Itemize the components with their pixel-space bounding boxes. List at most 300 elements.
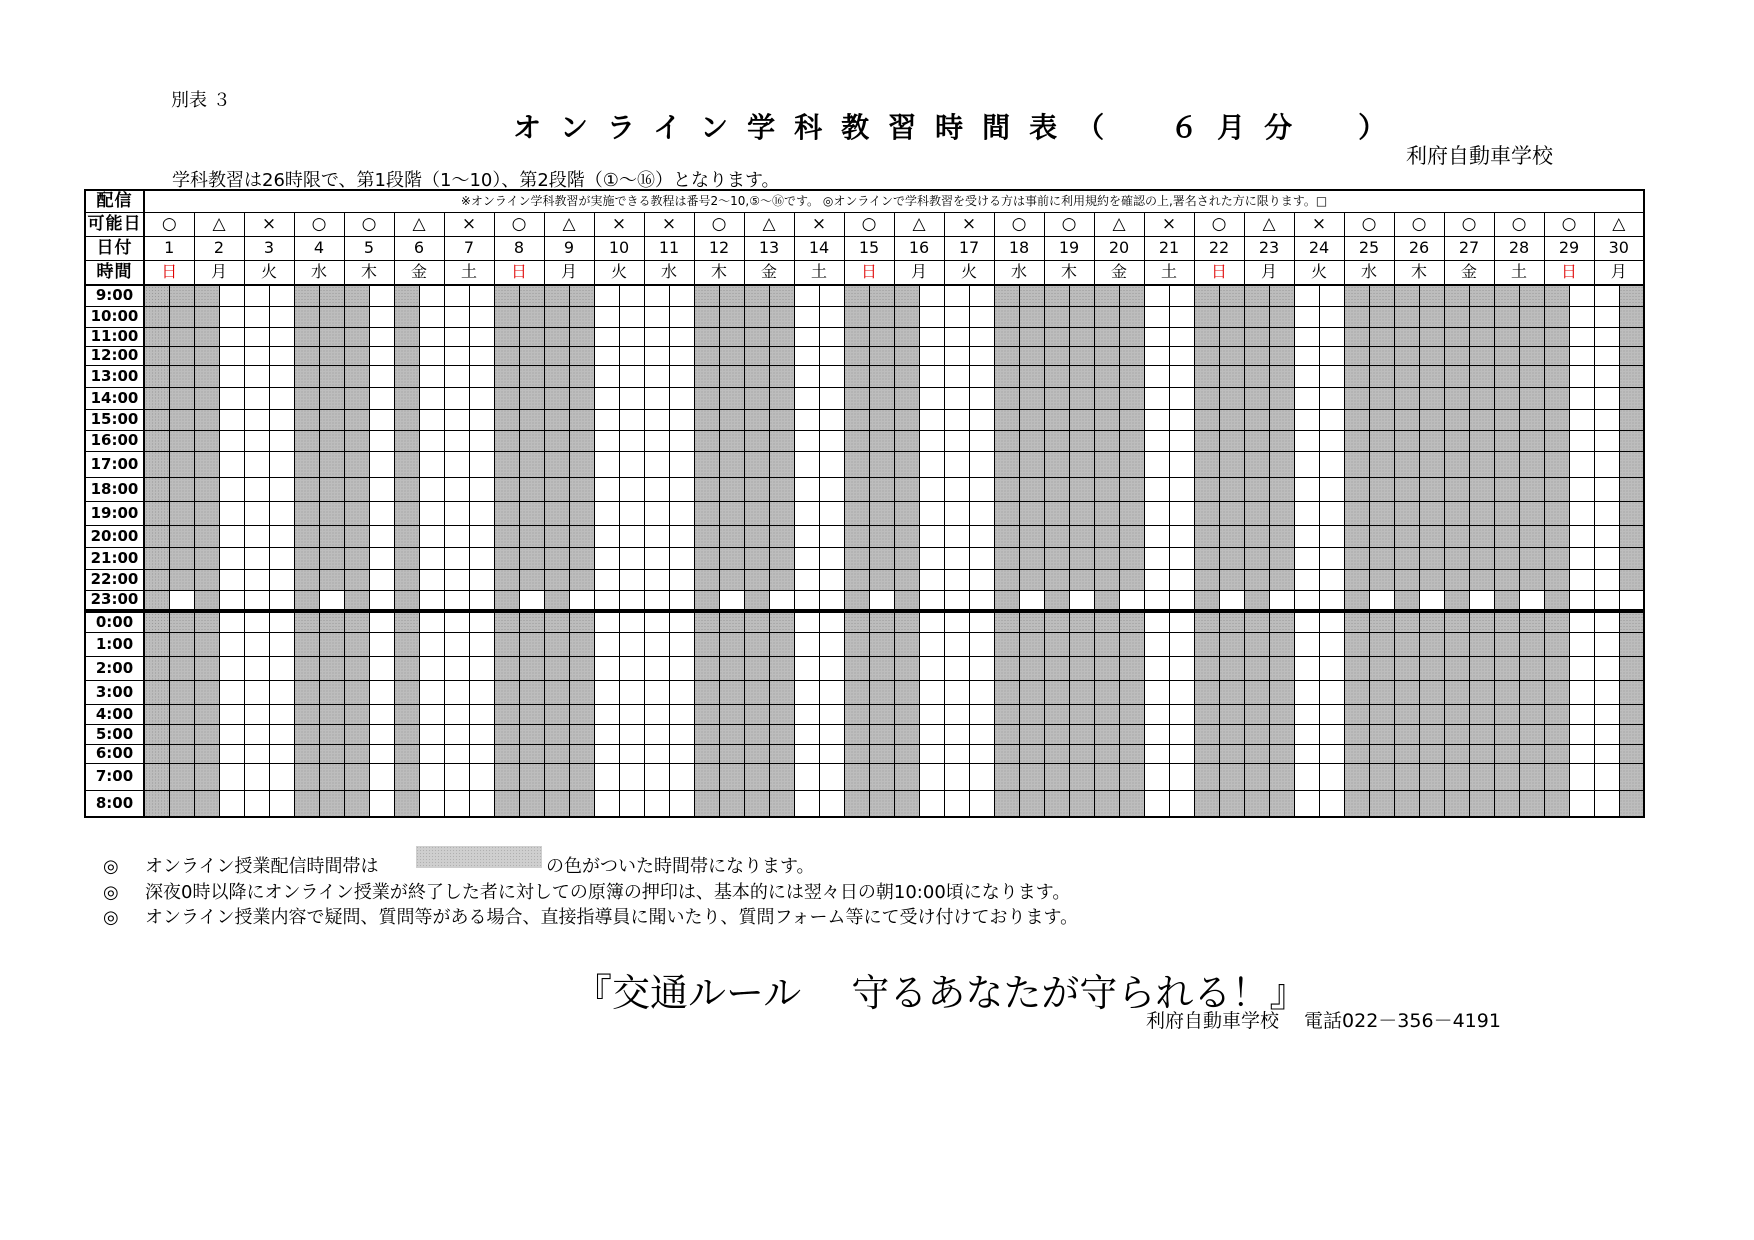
availability-mark: × xyxy=(244,212,294,236)
slot-cell xyxy=(869,724,894,744)
slot-cell xyxy=(1169,501,1194,525)
slot-cell xyxy=(319,590,344,611)
slot-cell xyxy=(744,744,769,763)
slot-cell xyxy=(519,285,544,306)
slot-cell xyxy=(294,477,319,501)
slot-cell xyxy=(344,525,369,547)
slot-cell xyxy=(1469,346,1494,365)
slot-cell xyxy=(144,569,169,590)
slot-cell xyxy=(844,569,869,590)
schedule-table xyxy=(84,189,1645,818)
weekday-cell: 土 xyxy=(444,260,494,285)
slot-cell xyxy=(469,547,494,569)
slot-cell xyxy=(369,790,394,817)
slot-cell xyxy=(544,547,569,569)
slot-cell xyxy=(919,704,944,724)
slot-cell xyxy=(969,590,994,611)
slot-cell xyxy=(294,656,319,680)
slot-cell xyxy=(1469,763,1494,790)
slot-cell xyxy=(1544,285,1569,306)
slot-cell xyxy=(894,547,919,569)
slot-cell xyxy=(144,525,169,547)
slot-cell xyxy=(669,409,694,430)
slot-cell xyxy=(794,346,819,365)
slot-cell xyxy=(719,724,744,744)
slot-cell xyxy=(469,680,494,704)
time-row xyxy=(85,387,1644,409)
slot-cell xyxy=(1569,744,1594,763)
slot-cell xyxy=(294,590,319,611)
slot-cell xyxy=(1494,611,1519,632)
slot-cell xyxy=(244,569,269,590)
slot-cell xyxy=(669,525,694,547)
slot-cell xyxy=(669,590,694,611)
slot-cell xyxy=(1269,451,1294,477)
slot-cell xyxy=(1194,611,1219,632)
slot-cell xyxy=(869,409,894,430)
time-label: 22:00 xyxy=(85,569,144,590)
slot-cell xyxy=(144,632,169,656)
slot-cell xyxy=(319,547,344,569)
slot-cell xyxy=(419,569,444,590)
slot-cell xyxy=(1319,451,1344,477)
slot-cell xyxy=(944,365,969,387)
slot-cell xyxy=(1219,346,1244,365)
slot-cell xyxy=(619,724,644,744)
slot-cell xyxy=(1494,306,1519,327)
slot-cell xyxy=(1344,365,1369,387)
slot-cell xyxy=(1369,569,1394,590)
slot-cell xyxy=(1294,327,1319,346)
slot-cell xyxy=(1344,285,1369,306)
slot-cell xyxy=(1169,790,1194,817)
slot-cell xyxy=(394,569,419,590)
slot-cell xyxy=(1619,327,1644,346)
slot-cell xyxy=(844,477,869,501)
slot-cell xyxy=(319,569,344,590)
slot-cell xyxy=(1069,656,1094,680)
slot-cell xyxy=(594,430,619,451)
slot-cell xyxy=(1619,501,1644,525)
slot-cell xyxy=(1444,501,1469,525)
slot-cell xyxy=(819,346,844,365)
date-cell: 5 xyxy=(344,236,394,260)
slot-cell xyxy=(344,724,369,744)
slot-cell xyxy=(1044,525,1069,547)
slot-cell xyxy=(1469,387,1494,409)
weekday-cell: 火 xyxy=(1294,260,1344,285)
slot-cell xyxy=(819,409,844,430)
slot-cell xyxy=(544,744,569,763)
slot-cell xyxy=(1269,744,1294,763)
slot-cell xyxy=(969,790,994,817)
slot-cell xyxy=(1094,790,1119,817)
slot-cell xyxy=(1394,365,1419,387)
slot-cell xyxy=(819,501,844,525)
weekday-cell: 月 xyxy=(894,260,944,285)
slot-cell xyxy=(1144,387,1169,409)
slot-cell xyxy=(794,790,819,817)
slot-cell xyxy=(819,285,844,306)
slot-cell xyxy=(1344,680,1369,704)
slot-cell xyxy=(794,632,819,656)
slot-cell xyxy=(919,790,944,817)
slot-cell xyxy=(1394,611,1419,632)
slot-cell xyxy=(1169,744,1194,763)
slot-cell xyxy=(1594,409,1619,430)
slot-cell xyxy=(919,430,944,451)
slot-cell xyxy=(844,501,869,525)
slot-cell xyxy=(644,525,669,547)
slot-cell xyxy=(444,590,469,611)
slot-cell xyxy=(544,346,569,365)
slot-cell xyxy=(944,632,969,656)
slot-cell xyxy=(319,346,344,365)
slot-cell xyxy=(819,632,844,656)
slot-cell xyxy=(394,590,419,611)
slot-cell xyxy=(694,285,719,306)
availability-mark: × xyxy=(944,212,994,236)
slot-cell xyxy=(1094,704,1119,724)
slot-cell xyxy=(194,285,219,306)
slot-cell xyxy=(269,724,294,744)
slot-cell xyxy=(1519,590,1544,611)
slot-cell xyxy=(1569,763,1594,790)
slot-cell xyxy=(1394,327,1419,346)
slot-cell xyxy=(994,451,1019,477)
slot-cell xyxy=(1469,632,1494,656)
slot-cell xyxy=(1319,632,1344,656)
slot-cell xyxy=(419,680,444,704)
slot-cell xyxy=(719,346,744,365)
legend-text-before: オンライン授業配信時間帯は xyxy=(145,856,379,877)
slot-cell xyxy=(1194,430,1219,451)
slot-cell xyxy=(244,430,269,451)
slot-cell xyxy=(644,680,669,704)
slot-cell xyxy=(269,409,294,430)
slot-cell xyxy=(1494,327,1519,346)
slot-cell xyxy=(519,590,544,611)
slot-cell xyxy=(994,285,1019,306)
slot-cell xyxy=(1269,306,1294,327)
slot-cell xyxy=(1544,430,1569,451)
slot-cell xyxy=(894,704,919,724)
slot-cell xyxy=(1244,451,1269,477)
slot-cell xyxy=(1544,477,1569,501)
slot-cell xyxy=(494,680,519,704)
slot-cell xyxy=(1519,430,1544,451)
slot-cell xyxy=(594,547,619,569)
slot-cell xyxy=(544,430,569,451)
slot-cell xyxy=(694,501,719,525)
slot-cell xyxy=(294,763,319,790)
slot-cell xyxy=(1244,632,1269,656)
slot-cell xyxy=(969,346,994,365)
availability-mark: × xyxy=(594,212,644,236)
slot-cell xyxy=(194,790,219,817)
slot-cell xyxy=(1369,547,1394,569)
slot-cell xyxy=(1219,409,1244,430)
slot-cell xyxy=(1369,327,1394,346)
slot-cell xyxy=(344,365,369,387)
slot-cell xyxy=(894,680,919,704)
slot-cell xyxy=(369,409,394,430)
slot-cell xyxy=(744,656,769,680)
slot-cell xyxy=(769,704,794,724)
weekday-cell: 火 xyxy=(594,260,644,285)
slot-cell xyxy=(894,611,919,632)
slot-cell xyxy=(1544,680,1569,704)
slot-cell xyxy=(594,387,619,409)
slot-cell xyxy=(1544,569,1569,590)
slot-cell xyxy=(694,409,719,430)
slot-cell xyxy=(1044,430,1069,451)
weekday-cell: 日 xyxy=(1544,260,1594,285)
slot-cell xyxy=(1394,632,1419,656)
slot-cell xyxy=(1594,451,1619,477)
slot-cell xyxy=(244,680,269,704)
slot-cell xyxy=(944,611,969,632)
slot-cell xyxy=(544,306,569,327)
slot-cell xyxy=(569,346,594,365)
slot-cell xyxy=(1294,569,1319,590)
slot-cell xyxy=(269,590,294,611)
slot-cell xyxy=(969,611,994,632)
slot-cell xyxy=(1319,346,1344,365)
slot-cell xyxy=(1019,632,1044,656)
slot-cell xyxy=(819,327,844,346)
slot-cell xyxy=(1569,790,1594,817)
slot-cell xyxy=(694,477,719,501)
slot-cell xyxy=(1594,704,1619,724)
slot-cell xyxy=(1419,285,1444,306)
slot-cell xyxy=(619,547,644,569)
slot-cell xyxy=(1519,365,1544,387)
slot-cell xyxy=(244,501,269,525)
slot-cell xyxy=(1044,365,1069,387)
slot-cell xyxy=(1044,656,1069,680)
slot-cell xyxy=(969,327,994,346)
time-row xyxy=(85,656,1644,680)
slot-cell xyxy=(1569,656,1594,680)
slot-cell xyxy=(719,744,744,763)
slot-cell xyxy=(944,590,969,611)
slot-cell xyxy=(519,409,544,430)
slot-cell xyxy=(1219,763,1244,790)
slot-cell xyxy=(1344,632,1369,656)
slot-cell xyxy=(719,704,744,724)
slot-cell xyxy=(894,501,919,525)
slot-cell xyxy=(994,744,1019,763)
slot-cell xyxy=(1469,680,1494,704)
slot-cell xyxy=(344,763,369,790)
date-cell: 12 xyxy=(694,236,744,260)
weekday-cell: 月 xyxy=(1244,260,1294,285)
slot-cell xyxy=(244,611,269,632)
slot-cell xyxy=(369,744,394,763)
slot-cell xyxy=(1444,477,1469,501)
slot-cell xyxy=(1169,704,1194,724)
slot-cell xyxy=(1344,790,1369,817)
availability-mark: ○ xyxy=(1544,212,1594,236)
slot-cell xyxy=(1619,569,1644,590)
slot-cell xyxy=(1119,569,1144,590)
slot-cell xyxy=(144,790,169,817)
slot-cell xyxy=(1569,409,1594,430)
slot-cell xyxy=(1444,744,1469,763)
slot-cell xyxy=(1519,680,1544,704)
slot-cell xyxy=(1569,590,1594,611)
slot-cell xyxy=(469,285,494,306)
slot-cell xyxy=(544,525,569,547)
slot-cell xyxy=(1019,451,1044,477)
slot-cell xyxy=(994,611,1019,632)
slot-cell xyxy=(419,704,444,724)
slot-cell xyxy=(1294,704,1319,724)
slot-cell xyxy=(394,306,419,327)
slot-cell xyxy=(1069,451,1094,477)
slot-cell xyxy=(444,724,469,744)
slot-cell xyxy=(444,704,469,724)
slot-cell xyxy=(169,387,194,409)
time-label: 20:00 xyxy=(85,525,144,547)
slot-cell xyxy=(1594,501,1619,525)
slot-cell xyxy=(344,451,369,477)
slot-cell xyxy=(1494,724,1519,744)
slot-cell xyxy=(1269,365,1294,387)
slot-cell xyxy=(1169,306,1194,327)
slot-cell xyxy=(669,306,694,327)
slot-cell xyxy=(994,632,1019,656)
slot-cell xyxy=(1244,285,1269,306)
slot-cell xyxy=(1369,680,1394,704)
slot-cell xyxy=(469,632,494,656)
slot-cell xyxy=(869,569,894,590)
slot-cell xyxy=(244,477,269,501)
slot-cell xyxy=(944,501,969,525)
slot-cell xyxy=(1444,346,1469,365)
slot-cell xyxy=(1294,744,1319,763)
slot-cell xyxy=(1019,724,1044,744)
slot-cell xyxy=(1469,451,1494,477)
slot-cell xyxy=(669,501,694,525)
slot-cell xyxy=(894,763,919,790)
slot-cell xyxy=(194,724,219,744)
slot-cell xyxy=(244,704,269,724)
slot-cell xyxy=(1144,632,1169,656)
slot-cell xyxy=(269,327,294,346)
slot-cell xyxy=(144,430,169,451)
slot-cell xyxy=(1594,744,1619,763)
slot-cell xyxy=(1069,525,1094,547)
slot-cell xyxy=(544,790,569,817)
slot-cell xyxy=(1519,632,1544,656)
weekday-cell: 水 xyxy=(1344,260,1394,285)
slot-cell xyxy=(1294,525,1319,547)
slot-cell xyxy=(394,525,419,547)
slot-cell xyxy=(644,327,669,346)
slot-cell xyxy=(319,327,344,346)
slot-cell xyxy=(819,724,844,744)
slot-cell xyxy=(844,611,869,632)
slot-cell xyxy=(919,547,944,569)
slot-cell xyxy=(1369,590,1394,611)
slot-cell xyxy=(369,569,394,590)
slot-cell xyxy=(1569,632,1594,656)
slot-cell xyxy=(394,285,419,306)
slot-cell xyxy=(819,306,844,327)
slot-cell xyxy=(969,704,994,724)
slot-cell xyxy=(494,387,519,409)
slot-cell xyxy=(194,611,219,632)
slot-cell xyxy=(1619,547,1644,569)
slot-cell xyxy=(1094,724,1119,744)
slot-cell xyxy=(694,327,719,346)
availability-mark: ○ xyxy=(1044,212,1094,236)
slot-cell xyxy=(1494,790,1519,817)
date-cell: 13 xyxy=(744,236,794,260)
slot-cell xyxy=(294,724,319,744)
slot-cell xyxy=(394,430,419,451)
slot-cell xyxy=(1369,346,1394,365)
slot-cell xyxy=(694,790,719,817)
date-cell: 15 xyxy=(844,236,894,260)
slot-cell xyxy=(1494,680,1519,704)
slot-cell xyxy=(344,744,369,763)
slot-cell xyxy=(944,790,969,817)
slot-cell xyxy=(844,327,869,346)
time-row xyxy=(85,547,1644,569)
slot-cell xyxy=(1369,306,1394,327)
slot-cell xyxy=(144,547,169,569)
slot-cell xyxy=(369,724,394,744)
slot-cell xyxy=(444,477,469,501)
slot-cell xyxy=(369,501,394,525)
date-cell: 10 xyxy=(594,236,644,260)
slot-cell xyxy=(1494,346,1519,365)
slot-cell xyxy=(1469,611,1494,632)
slot-cell xyxy=(1294,611,1319,632)
slot-cell xyxy=(919,285,944,306)
slot-cell xyxy=(1119,346,1144,365)
slot-cell xyxy=(1169,680,1194,704)
slot-cell xyxy=(1419,590,1444,611)
slot-cell xyxy=(219,430,244,451)
availability-mark: △ xyxy=(1594,212,1644,236)
slot-cell xyxy=(1194,569,1219,590)
weekday-cell: 金 xyxy=(1094,260,1144,285)
time-row xyxy=(85,501,1644,525)
slot-cell xyxy=(169,704,194,724)
slot-cell xyxy=(1244,387,1269,409)
slot-cell xyxy=(1494,632,1519,656)
slot-cell xyxy=(1194,387,1219,409)
weekday-cell: 水 xyxy=(644,260,694,285)
slot-cell xyxy=(1344,525,1369,547)
slot-cell xyxy=(1119,724,1144,744)
slot-cell xyxy=(619,409,644,430)
weekday-cell: 木 xyxy=(344,260,394,285)
slot-cell xyxy=(844,451,869,477)
slot-cell xyxy=(1069,763,1094,790)
slot-cell xyxy=(869,590,894,611)
slot-cell xyxy=(1619,744,1644,763)
slot-cell xyxy=(969,501,994,525)
slot-cell xyxy=(819,547,844,569)
slot-cell xyxy=(1394,387,1419,409)
weekday-cell: 月 xyxy=(544,260,594,285)
slot-cell xyxy=(644,724,669,744)
